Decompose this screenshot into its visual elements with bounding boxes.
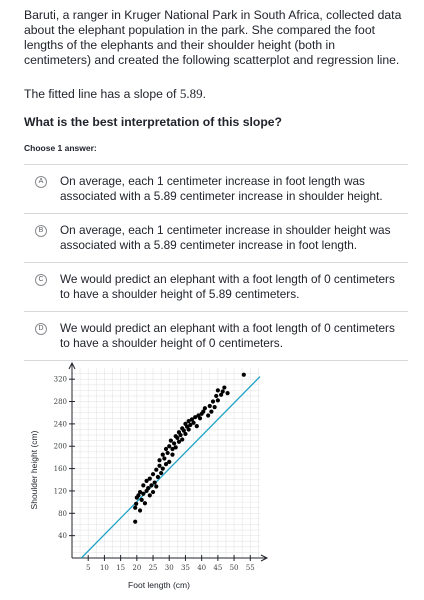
x-tick-label: 15	[116, 564, 126, 572]
data-point	[242, 373, 246, 377]
choice-c-text: We would predict an elephant with a foot length of 0 centimeters to have a shoulder height of 5.89 centimeters.	[60, 272, 395, 301]
regression-line-group	[81, 377, 260, 558]
data-point	[157, 458, 161, 462]
data-point	[157, 464, 161, 468]
data-point	[216, 398, 220, 402]
data-point	[191, 421, 195, 425]
x-tick-label: 45	[213, 564, 223, 572]
data-point	[148, 493, 152, 497]
data-point	[167, 444, 171, 448]
scatterplot	[24, 360, 274, 592]
question-text: What is the best interpretation of this slope?	[24, 115, 282, 129]
data-point	[156, 475, 160, 479]
problem-intro: Baruti, a ranger in Kruger National Park in South Africa, collected data about the elephant population in the park. She compared the foot lengths of the elephants and their shoulder height (both in centimeters) and created the following scatterplot and regression line.	[24, 8, 402, 67]
choice-b[interactable]	[24, 213, 408, 262]
slope-suffix: .	[202, 87, 206, 101]
data-point	[143, 501, 147, 505]
data-point	[170, 453, 174, 457]
data-point	[222, 385, 226, 389]
y-tick-label: 320	[53, 375, 67, 384]
data-point	[166, 451, 170, 455]
data-point	[133, 506, 137, 510]
y-tick-label: 80	[58, 509, 67, 518]
data-point	[154, 484, 158, 488]
choice-d-radio[interactable]: D	[35, 323, 47, 335]
data-point	[175, 436, 179, 440]
choice-a-radio[interactable]: A	[35, 176, 47, 188]
choice-b-text: On average, each 1 centimeter increase in shoulder height was associated with a 5.89 centimeter increase in foot length.	[60, 223, 391, 252]
y-tick-label: 200	[53, 442, 67, 451]
data-point	[198, 416, 202, 420]
data-point	[203, 406, 207, 410]
choice-a-text: On average, each 1 centimeter increase in foot length was associated with a 5.89 centimeter increase in shoulder height.	[60, 174, 383, 203]
data-point	[187, 427, 191, 431]
scatterplot-svg	[24, 360, 274, 592]
x-tick-label: 25	[148, 564, 158, 572]
data-point	[153, 480, 157, 484]
y-tick-label: 40	[58, 532, 67, 541]
data-point	[174, 445, 178, 449]
data-point	[183, 432, 187, 436]
data-point	[225, 391, 229, 395]
x-tick-label: 30	[164, 564, 174, 572]
data-point	[161, 466, 165, 470]
data-point	[180, 437, 184, 441]
data-point	[211, 399, 215, 403]
choice-d-text: We would predict an elephant with a foot length of 0 centimeters to have a shoulder height of 0 centimeters.	[60, 321, 395, 350]
slope-statement	[24, 86, 404, 102]
data-point	[208, 404, 212, 408]
data-point	[164, 447, 168, 451]
data-point	[146, 486, 150, 490]
x-tick-label: 35	[180, 564, 190, 572]
choice-b-radio[interactable]: B	[35, 225, 47, 237]
data-point	[172, 441, 176, 445]
y-axis-label: Shoulder height (cm)	[29, 430, 39, 510]
data-point	[148, 477, 152, 481]
choice-a[interactable]	[24, 164, 408, 213]
choice-d[interactable]	[24, 311, 408, 361]
x-axis-label: Foot length (cm)	[128, 580, 190, 590]
data-point	[151, 490, 155, 494]
y-tick-label: 240	[53, 420, 67, 429]
data-point	[141, 483, 145, 487]
data-point	[149, 483, 153, 487]
data-point	[169, 439, 173, 443]
data-point	[167, 460, 171, 464]
data-point	[133, 520, 137, 524]
data-point	[161, 453, 165, 457]
data-point	[162, 456, 166, 460]
data-point	[216, 388, 220, 392]
data-point	[151, 472, 155, 476]
choice-c[interactable]	[24, 262, 408, 311]
data-point	[213, 405, 217, 409]
regression-line	[81, 377, 260, 558]
data-point	[138, 508, 142, 512]
data-point	[195, 424, 199, 428]
data-point	[159, 471, 163, 475]
data-point	[178, 433, 182, 437]
slope-value: 5.89	[179, 86, 203, 101]
x-tick-label: 20	[132, 564, 142, 572]
x-tick-label: 40	[197, 564, 207, 572]
y-tick-label: 280	[53, 398, 67, 407]
y-tick-label: 160	[53, 465, 67, 474]
data-point	[134, 502, 138, 506]
x-tick-label: 50	[229, 564, 239, 572]
data-point	[221, 389, 225, 393]
x-tick-label: 55	[245, 564, 255, 572]
choice-c-radio[interactable]: C	[35, 274, 47, 286]
x-tick-label: 5	[85, 564, 91, 572]
slope-prefix: The fitted line has a slope of	[24, 87, 180, 101]
choose-label: Choose 1 answer:	[24, 143, 97, 153]
data-point	[140, 498, 144, 502]
data-point	[206, 413, 210, 417]
data-point	[154, 468, 158, 472]
x-tick-label: 10	[99, 564, 109, 572]
answer-choices	[24, 164, 408, 361]
data-point	[209, 409, 213, 413]
y-tick-label: 120	[53, 487, 67, 496]
data-point	[214, 394, 218, 398]
data-point	[141, 492, 145, 496]
